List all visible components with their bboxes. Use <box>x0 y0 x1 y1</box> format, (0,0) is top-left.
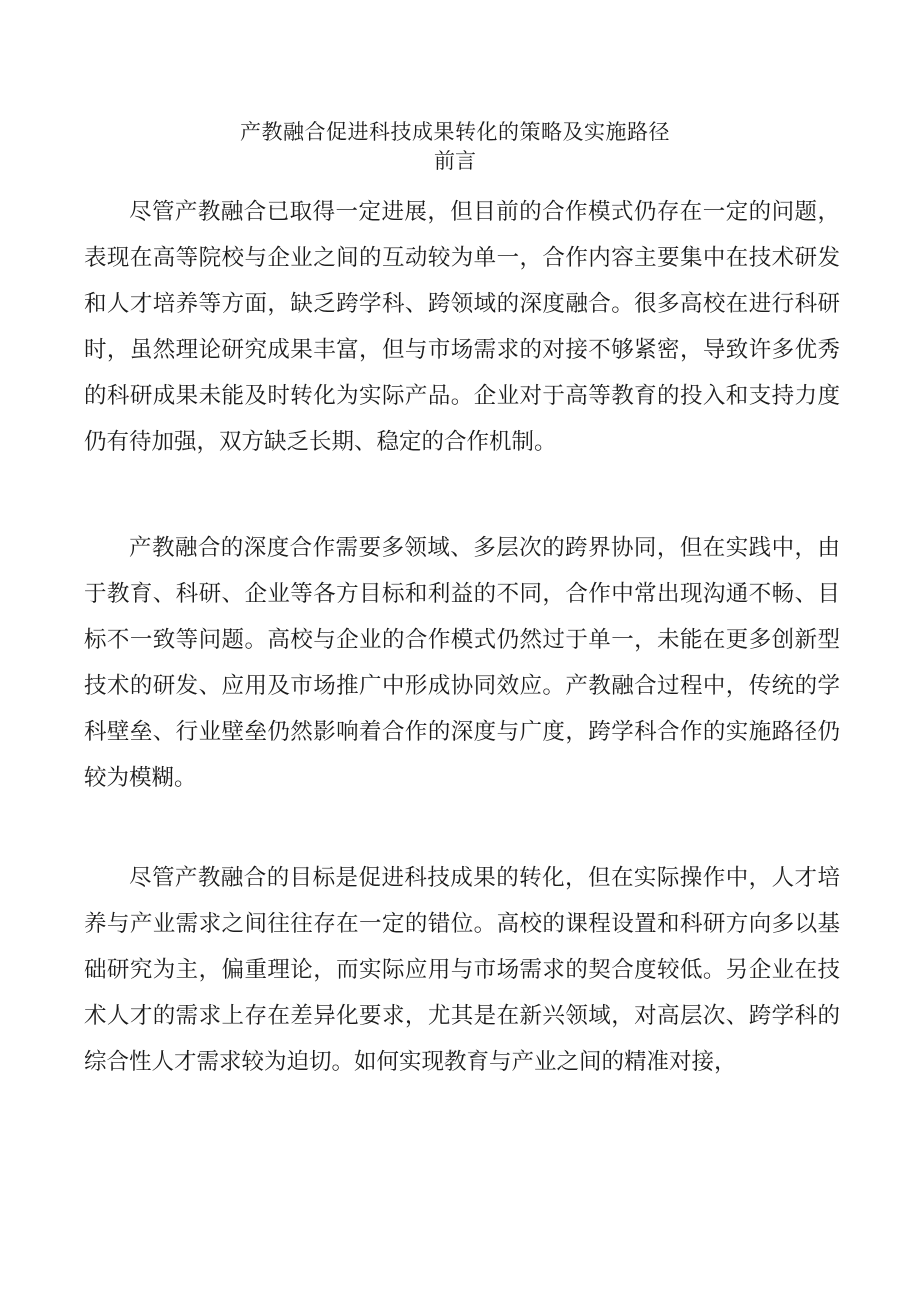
section-heading: 前言 <box>434 149 476 173</box>
paragraph-1: 尽管产教融合已取得一定进展，但目前的合作模式仍存在一定的问题，表现在高等院校与企业之间的互动较为单一，合作内容主要集中在技术研发和人才培养等方面，缺乏跨学科、跨领域的深度融合。很多高校在进行科研时，虽然理论研究成果丰富，但与市场需求的对接不够紧密，导致许多优秀的科研成果未能及时转化为实际产品。企业对于高等教育的投入和支持力度仍有待加强，双方缺乏长期、稳定的合作机制。 <box>84 199 840 455</box>
document-title: 产教融合促进科技成果转化的策略及实施路径 <box>240 120 670 144</box>
paragraph-2: 产教融合的深度合作需要多领域、多层次的跨界协同，但在实践中，由于教育、科研、企业等各方目标和利益的不同，合作中常出现沟通不畅、目标不一致等问题。高校与企业的合作模式仍然过于单一，未能在更多创新型技术的研发、应用及市场推广中形成协同效应。产教融合过程中，传统的学科壁垒、行业壁垒仍然影响着合作的深度与广度，跨学科合作的实施路径仍较为模糊。 <box>84 535 840 791</box>
paragraph-3: 尽管产教融合的目标是促进科技成果的转化，但在实际操作中，人才培养与产业需求之间往往存在一定的错位。高校的课程设置和科研方向多以基础研究为主，偏重理论，而实际应用与市场需求的契合度较低。另企业在技术人才的需求上存在差异化要求，尤其是在新兴领域，对高层次、跨学科的综合性人才需求较为迫切。如何实现教育与产业之间的精准对接， <box>84 865 840 1075</box>
